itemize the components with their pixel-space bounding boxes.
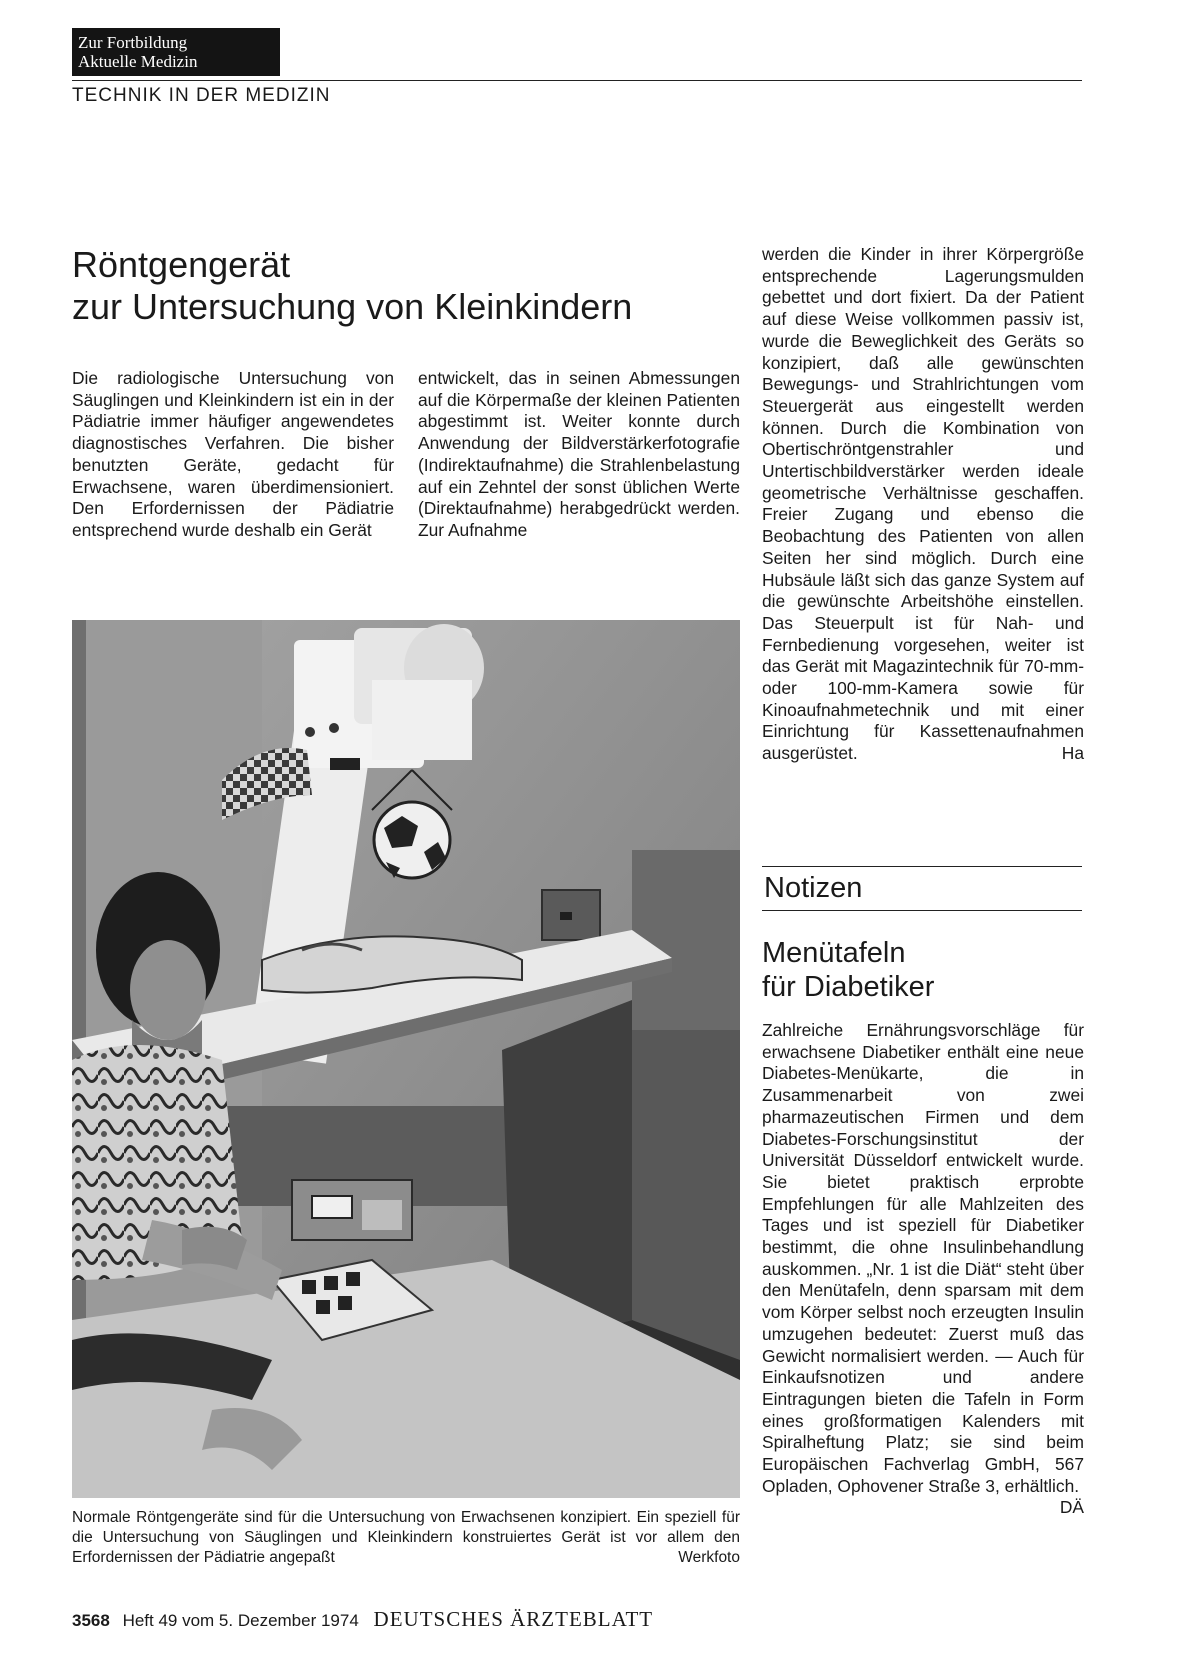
article-signature: Ha <box>1061 743 1084 764</box>
article-column-2: entwickelt, das in seinen Abmessungen auf die Körpermaße der kleinen Patienten abgestimmt ist. Weiter konnte durch Anwendung der Bildverstärkerfotografie (Indirektaufnahme) die Strahlenbelastung auf ein Zehntel der sonst üblichen Werte (Direktaufnahme) herabgedrückt werden. Zur Aufnahme <box>418 368 740 540</box>
article-column-1: Die radiologische Untersuchung von Säuglingen und Kleinkindern ist ein in der Pädiatrie immer häufiger angewendetes diagnostisches Verfahren. Die bisher benutzten Geräte, gedacht für Erwachsene, waren überdimensioniert. Den Erfordernissen der Pädiatrie entsprechend wurde deshalb ein Gerät <box>72 368 394 540</box>
caption-text: Normale Röntgengeräte sind für die Untersuchung von Erwachsenen konzipiert. Ein speziell für die Untersuchung von Säuglingen und Kleinkindern konstruiertes Gerät ist vor allem den Erfordernissen der Pädiatrie angepaßt <box>72 1509 740 1566</box>
section-label: TECHNIK IN DER MEDIZIN <box>72 85 331 106</box>
article-title-line-2: zur Untersuchung von Kleinkindern <box>72 286 633 327</box>
xray-device-photo <box>72 620 740 1498</box>
notes-section-label: Notizen <box>764 872 863 904</box>
article-photo <box>72 620 740 1498</box>
notes-signature: DÄ <box>1059 1497 1084 1518</box>
article-title <box>72 244 632 328</box>
notes-body-text: Zahlreiche Ernährungsvorschläge für erwachsene Diabetiker enthält eine neue Diabetes-Menükarte, die in Zusammenarbeit von zwei pharmazeutischen Firmen und dem Diabetes-Forschungsinstitut der Universität Düsseldorf entwickelt wurde. Sie bietet praktisch erprobte Empfehlungen für alle Mahlzeiten des Tages und ist speziell für Diabetiker bestimmt, die ohne Insulinbehandlung auskommen. „Nr. 1 ist die Diät“ steht über den Menütafeln, denn sparsam mit dem vom Körper selbst noch erzeugten Insulin umzugehen bedeutet: Zuerst muß das Gewicht normalisiert werden. — Auch für Einkaufsnotizen und andere Eintragungen bieten die Tafeln in Form eines großformatigen Kalenders mit Spiralheftung Platz; sie sind beim Europäischen Fachverlag GmbH, 567 Opladen, Ophovener Straße 3, erhältlich. <box>762 1020 1084 1496</box>
article-title-line-1: Röntgengerät <box>72 244 291 285</box>
photo-credit: Werkfoto <box>678 1549 740 1566</box>
notes-title-line-1: Menütafeln <box>762 937 906 969</box>
department-label <box>72 28 280 76</box>
article-column-3-text: werden die Kinder in ihrer Körpergröße entsprechende Lagerungsmulden gebettet und dort fixiert. Da der Patient auf diese Weise vollkommen passiv ist, wurde die Beweglichkeit des Geräts so konzipiert, daß alle gewünschten Bewegungs- und Strahlrichtungen vom Steuergerät aus eingestellt werden können. Durch die Kombination von Obertischröntgenstrahler und Untertischbildverstärker werden ideale geometrische Verhältnisse geschaffen. Freier Zugang und ebenso die Beobachtung des Patienten von allen Seiten her sind möglich. Durch eine Hubsäule läßt sich das ganze System auf die gewünschte Arbeitshöhe einstellen. Das Steuerpult ist für Nah- und Fernbedienung vorgesehen, weiter ist das Gerät mit Magazintechnik für 70-mm- oder 100-mm-Kamera sowie für Kinoaufnahmetechnik und mit einer Einrichtung für Kassettenaufnahmen ausgerüstet. <box>762 244 1084 764</box>
issue-info: Heft 49 vom 5. Dezember 1974 <box>122 1611 359 1630</box>
header-rule <box>72 80 1082 81</box>
notes-rule-bottom <box>762 910 1082 911</box>
notes-body <box>762 1020 1084 1519</box>
photo-caption <box>72 1508 740 1568</box>
notes-title-line-2: für Diabetiker <box>762 971 935 1003</box>
page-footer <box>72 1607 653 1632</box>
page-number: 3568 <box>72 1611 110 1630</box>
department-line-2: Aktuelle Medizin <box>78 52 198 71</box>
magazine-name: DEUTSCHES ÄRZTEBLATT <box>373 1607 654 1631</box>
notes-title <box>762 936 934 1004</box>
article-column-3 <box>762 244 1084 765</box>
notes-rule-top <box>762 866 1082 867</box>
department-line-1: Zur Fortbildung <box>78 33 188 52</box>
